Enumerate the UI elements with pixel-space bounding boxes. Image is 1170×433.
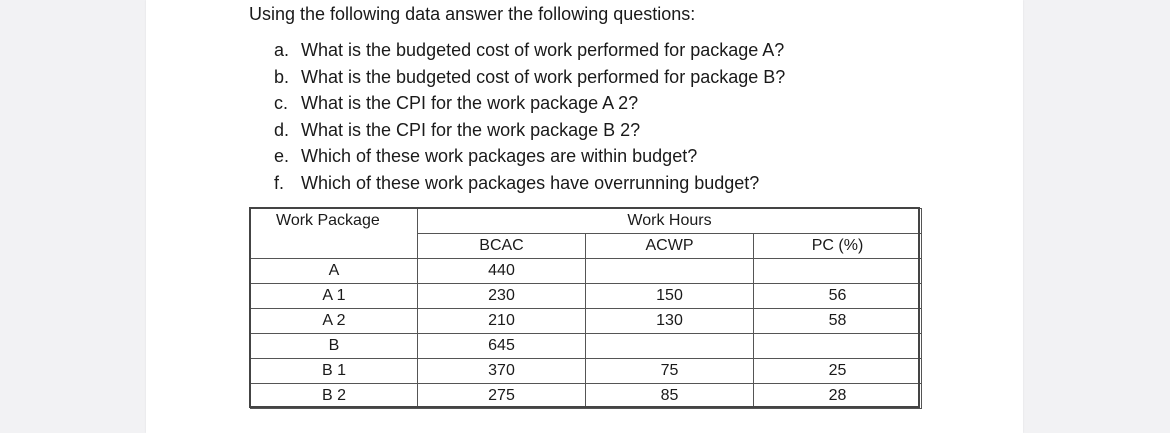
question-text: Which of these work packages have overrunning budget? bbox=[301, 172, 760, 193]
cell-package: A 1 bbox=[251, 284, 418, 309]
cell-package: B 1 bbox=[251, 359, 418, 384]
subheader-bcac: BCAC bbox=[418, 234, 586, 259]
table-row bbox=[251, 284, 922, 309]
subheader-acwp: ACWP bbox=[586, 234, 754, 259]
question-list bbox=[274, 39, 785, 199]
cell-package: B 2 bbox=[251, 384, 418, 409]
question-text: What is the budgeted cost of work performed for package B? bbox=[301, 66, 786, 87]
question-letter: b. bbox=[274, 66, 290, 87]
work-package-table bbox=[250, 208, 922, 409]
table-header-row bbox=[251, 209, 922, 234]
cell-package: A bbox=[251, 259, 418, 284]
question-letter: d. bbox=[274, 119, 290, 140]
question-item bbox=[274, 66, 785, 93]
question-item bbox=[274, 119, 785, 146]
cell-acwp: 75 bbox=[586, 359, 754, 384]
question-item bbox=[274, 39, 785, 66]
cell-acwp: 150 bbox=[586, 284, 754, 309]
header-work-hours: Work Hours bbox=[418, 209, 922, 234]
cell-pc: 28 bbox=[754, 384, 922, 409]
cell-bcac: 440 bbox=[418, 259, 586, 284]
cell-package: A 2 bbox=[251, 309, 418, 334]
cell-acwp bbox=[586, 259, 754, 284]
table-row bbox=[251, 309, 922, 334]
cell-bcac: 230 bbox=[418, 284, 586, 309]
cell-acwp bbox=[586, 334, 754, 359]
question-text: What is the budgeted cost of work performed for package A? bbox=[301, 40, 785, 60]
intro-text: Using the following data answer the following questions: bbox=[249, 4, 696, 24]
subheader-pc: PC (%) bbox=[754, 234, 922, 259]
header-work-package: Work Package bbox=[251, 209, 418, 259]
cell-pc bbox=[754, 334, 922, 359]
table-row bbox=[251, 259, 922, 284]
cell-pc: 25 bbox=[754, 359, 922, 384]
table-row bbox=[251, 334, 922, 359]
table-row bbox=[251, 359, 922, 384]
cell-pc: 58 bbox=[754, 309, 922, 334]
question-text: Which of these work packages are within budget? bbox=[301, 146, 698, 167]
question-item bbox=[274, 92, 785, 119]
question-letter: a. bbox=[274, 40, 290, 60]
cell-package: B bbox=[251, 334, 418, 359]
question-text: What is the CPI for the work package A 2? bbox=[301, 93, 639, 114]
cell-bcac: 645 bbox=[418, 334, 586, 359]
question-item bbox=[274, 172, 785, 199]
question-text: What is the CPI for the work package B 2? bbox=[301, 119, 641, 140]
table-row bbox=[251, 384, 922, 409]
cell-bcac: 210 bbox=[418, 309, 586, 334]
cell-pc bbox=[754, 259, 922, 284]
question-letter: f. bbox=[274, 172, 285, 193]
question-item bbox=[274, 145, 785, 172]
cell-bcac: 370 bbox=[418, 359, 586, 384]
cell-bcac: 275 bbox=[418, 384, 586, 409]
cell-pc: 56 bbox=[754, 284, 922, 309]
cell-acwp: 85 bbox=[586, 384, 754, 409]
question-letter: e. bbox=[274, 146, 290, 167]
cell-acwp: 130 bbox=[586, 309, 754, 334]
question-letter: c. bbox=[274, 93, 289, 114]
